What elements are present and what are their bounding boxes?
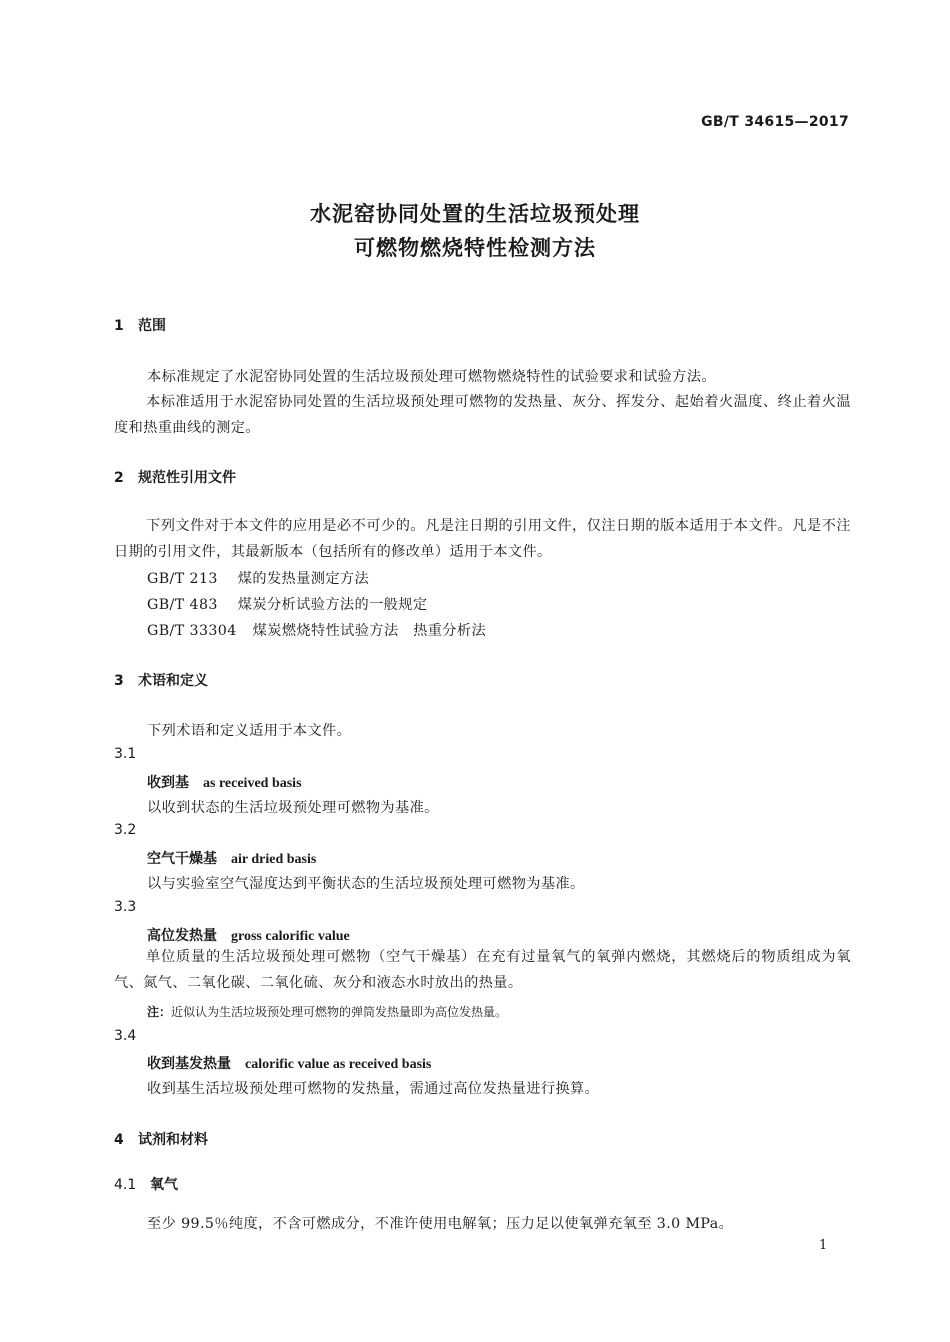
subsection-4-1-paragraph: 至少 99.5％纯度，不含可燃成分，不准许使用电解氧；压力足以使氧弹充氧至 3.0 MPa。	[147, 1216, 734, 1232]
term-definition: 以与实验室空气湿度达到平衡状态的生活垃圾预处理可燃物为基准。	[147, 876, 585, 892]
term-heading	[147, 848, 316, 868]
subsection-title: 氧气	[150, 1177, 178, 1193]
term-zh: 空气干燥基	[147, 851, 217, 867]
term-en: calorific value as received basis	[245, 1057, 432, 1072]
section-number: 1	[114, 318, 124, 334]
reference-code: GB/T 213	[147, 571, 218, 587]
reference-code: GB/T 483	[147, 597, 218, 613]
section-number: 2	[114, 470, 124, 486]
term-zh: 收到基发热量	[147, 1056, 231, 1072]
term-en: air dried basis	[231, 852, 317, 867]
term-en: gross calorific value	[231, 929, 350, 944]
term-number: 3.4	[114, 1028, 137, 1044]
term-number: 3.1	[114, 746, 137, 762]
term-heading	[147, 772, 302, 792]
section-3-paragraph-1: 下列术语和定义适用于本文件。	[147, 723, 352, 739]
term-zh: 收到基	[147, 775, 189, 791]
section-4-heading	[114, 1129, 208, 1149]
section-number: 4	[114, 1132, 124, 1148]
section-title: 规范性引用文件	[138, 470, 236, 486]
term-definition: 单位质量的生活垃圾预处理可燃物（空气干燥基）在充有过量氧气的氧弹内燃烧，其燃烧后的物质组成为氧气、氮气、二氧化碳、二氧化硫、灰分和液态水时放出的热量。	[114, 949, 851, 991]
term-note	[147, 1003, 507, 1020]
subsection-number: 4.1	[114, 1177, 137, 1193]
reference-title: 煤的发热量测定方法	[237, 571, 370, 587]
reference-code: GB/T 33304	[147, 623, 237, 639]
document-title-line2: 可燃物燃烧特性检测方法	[354, 236, 596, 260]
document-title-line1: 水泥窑协同处置的生活垃圾预处理	[310, 202, 640, 226]
section-number: 3	[114, 673, 124, 689]
note-label: 注：	[147, 1005, 172, 1019]
page-number: 1	[819, 1238, 828, 1253]
reference-title: 煤炭燃烧特性试验方法 热重分析法	[252, 623, 487, 639]
section-1-heading	[114, 315, 166, 335]
reference-item	[147, 568, 369, 588]
reference-item	[147, 620, 486, 640]
section-2-heading	[114, 467, 236, 487]
term-number: 3.3	[114, 899, 137, 915]
term-en: as received basis	[203, 776, 302, 791]
subsection-4-1-heading	[114, 1174, 178, 1194]
section-3-heading	[114, 670, 208, 690]
section-2-paragraph-1: 下列文件对于本文件的应用是必不可少的。凡是注日期的引用文件，仅注日期的版本适用于本文件。凡是不注日期的引用文件，其最新版本（包括所有的修改单）适用于本文件。	[114, 518, 851, 560]
section-title: 范围	[138, 318, 166, 334]
standard-code: GB/T 34615—2017	[701, 114, 849, 130]
section-title: 术语和定义	[138, 673, 208, 689]
term-number: 3.2	[114, 822, 137, 838]
term-heading	[147, 925, 350, 945]
reference-item	[147, 594, 427, 614]
section-1-paragraph-2: 本标准适用于水泥窑协同处置的生活垃圾预处理可燃物的发热量、灰分、挥发分、起始着火温度、终止着火温度和热重曲线的测定。	[114, 394, 851, 436]
section-1-paragraph-1: 本标准规定了水泥窑协同处置的生活垃圾预处理可燃物燃烧特性的试验要求和试验方法。	[147, 369, 716, 385]
term-definition: 以收到状态的生活垃圾预处理可燃物为基准。	[147, 800, 439, 816]
section-title: 试剂和材料	[138, 1132, 208, 1148]
note-text: 近似认为生活垃圾预处理可燃物的弹筒发热量即为高位发热量。	[171, 1005, 508, 1019]
reference-title: 煤炭分析试验方法的一般规定	[237, 597, 428, 613]
term-zh: 高位发热量	[147, 928, 217, 944]
term-definition: 收到基生活垃圾预处理可燃物的发热量，需通过高位发热量进行换算。	[147, 1081, 600, 1097]
term-heading	[147, 1053, 431, 1073]
